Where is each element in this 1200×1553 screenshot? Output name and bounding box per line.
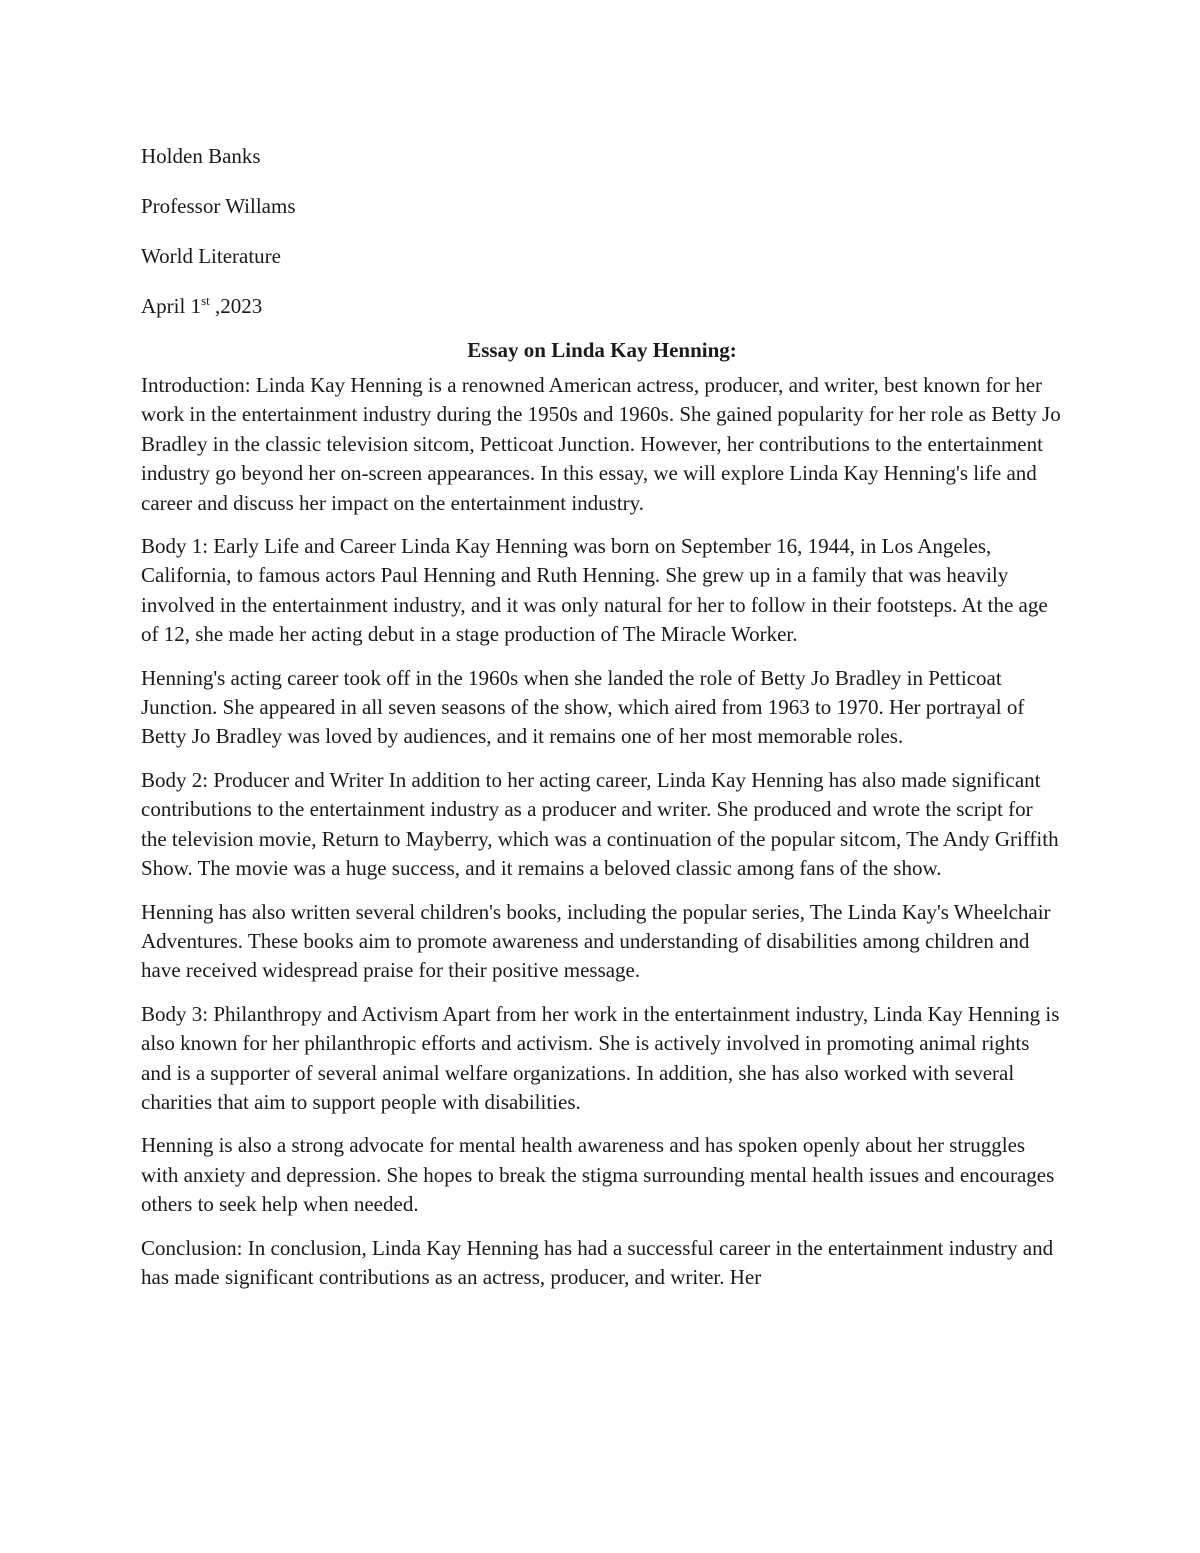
paragraph-body-2: Body 2: Producer and Writer In addition to her acting career, Linda Kay Henning has also made significant contributions to the entertainment industry as a producer and writer. She produced and wrote the script for the television movie, Return to Mayberry, which was a continuation of the popular sitcom, The Andy Griffith Show. The movie was a huge success, and it remains a beloved classic among fans of the show.	[141, 767, 1059, 881]
document-body	[141, 141, 1063, 1306]
date-year: ,2023	[209, 294, 263, 318]
paragraph-body-1: Body 1: Early Life and Career Linda Kay Henning was born on September 16, 1944, in Los Angeles, California, to famous actors Paul Henning and Ruth Henning. She grew up in a family that was heavily involved in the entertainment industry, and it was only natural for her to follow in their footsteps. At the age of 12, she made her acting debut in a stage production of The Miracle Worker.	[141, 534, 1048, 647]
course-name: World Literature	[141, 244, 281, 268]
professor-name: Professor Willams	[141, 194, 296, 218]
paragraph-body-3: Body 3: Philanthropy and Activism Apart from her work in the entertainment industry, Linda Kay Henning is also known for her philanthropic efforts and activism. She is actively involved in promoting animal rights and is a supporter of several animal welfare organizations. In addition, she has also worked with several charities that aim to support people with disabilities.	[141, 1001, 1060, 1114]
author-name: Holden Banks	[141, 144, 261, 168]
date-day: April 1	[141, 294, 202, 318]
essay-date	[141, 291, 1063, 321]
date-ordinal: st	[201, 293, 210, 308]
essay-title: Essay on Linda Kay Henning:	[467, 338, 737, 362]
paragraph-body-3-continued: Henning is also a strong advocate for mental health awareness and has spoken openly about her struggles with anxiety and depression. She hopes to break the stigma surrounding mental health issues and encourages others to seek help when needed.	[141, 1133, 1055, 1217]
paragraph-body-2-continued: Henning has also written several children's books, including the popular series, The Linda Kay's Wheelchair Adventures. These books aim to promote awareness and understanding of disabilities among children and have received widespread praise for their positive message.	[141, 899, 1051, 983]
paragraph-body-1-continued: Henning's acting career took off in the 1960s when she landed the role of Betty Jo Bradley in Petticoat Junction. She appeared in all seven seasons of the show, which aired from 1963 to 1970. Her portrayal of Betty Jo Bradley was loved by audiences, and it remains one of her most memorable roles.	[141, 665, 1025, 749]
paragraph-introduction: Introduction: Linda Kay Henning is a renowned American actress, producer, and writer, best known for her work in the entertainment industry during the 1950s and 1960s. She gained popularity for her role as Betty Jo Bradley in the classic television sitcom, Petticoat Junction. However, her contributions to the entertainment industry go beyond her on-screen appearances. In this essay, we will explore Linda Kay Henning's life and career and discuss her impact on the entertainment industry.	[141, 373, 1061, 515]
paragraph-conclusion: Conclusion: In conclusion, Linda Kay Henning has had a successful career in the entertainment industry and has made significant contributions as an actress, producer, and writer. Her	[141, 1235, 1054, 1289]
